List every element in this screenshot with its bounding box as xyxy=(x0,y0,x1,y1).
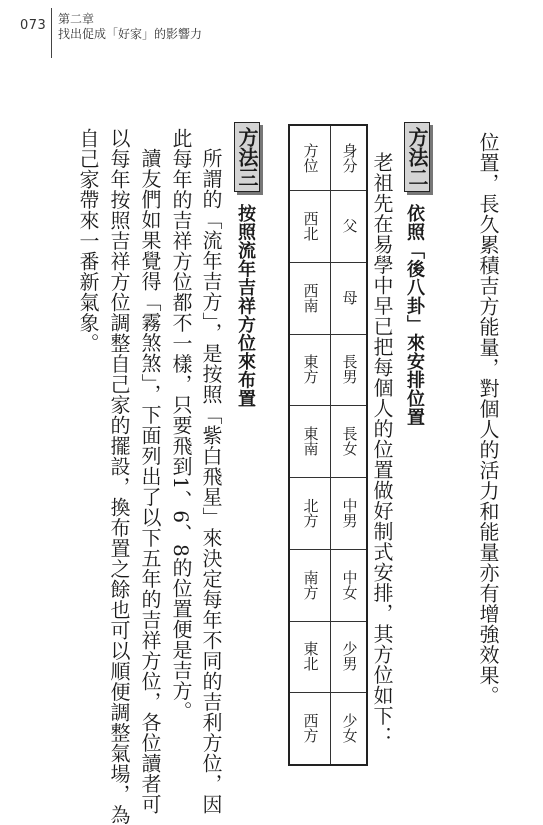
paragraph-continuation: 位置，長久累積吉方能量，對個人的活力和能量亦有增強效果。 xyxy=(476,132,500,706)
table-row-divider xyxy=(290,262,366,263)
identity-cell-text: 中女 xyxy=(340,569,359,600)
identity-cell-text: 少男 xyxy=(340,641,359,672)
method3-paragraph-line: 所謂的「流年吉方」，是按照「紫白飛星」來決定每年不同的吉利方位，因 xyxy=(199,148,223,815)
method2-heading: 依照「後八卦」來安排位置 xyxy=(404,204,425,426)
direction-cell-text: 西北 xyxy=(301,210,320,241)
direction-cell-text: 西南 xyxy=(301,282,320,313)
identity-cell-text: 少女 xyxy=(340,713,359,744)
direction-cell xyxy=(290,405,330,477)
direction-cell-text: 東南 xyxy=(301,426,320,457)
table-row-divider xyxy=(290,405,366,406)
table-row-divider xyxy=(290,190,366,191)
direction-cell-text: 南方 xyxy=(301,569,320,600)
direction-row xyxy=(290,126,330,764)
table-row-divider xyxy=(290,549,366,550)
identity-cell xyxy=(330,692,368,764)
direction-header-cell xyxy=(290,126,330,190)
method2-body: 老祖先在易學中早已把每個人的位置做好制式安排，其方位如下： xyxy=(370,152,394,747)
identity-cell-text: 父 xyxy=(340,218,359,234)
table-row-divider xyxy=(290,621,366,622)
identity-cell-text: 母 xyxy=(340,290,359,306)
identity-header-cell xyxy=(330,126,368,190)
method3-paragraph-line: 自己家帶來一番新氣象。 xyxy=(76,128,100,354)
direction-cell xyxy=(290,262,330,334)
method3-paragraph-line: 讀友們如果覺得「霧煞煞」，下面列出了以下五年的吉祥方位，各位讀者可 xyxy=(138,148,162,815)
direction-cell xyxy=(290,549,330,621)
identity-cell xyxy=(330,190,368,262)
direction-cell-text: 東北 xyxy=(301,641,320,672)
chapter-title: 找出促成「好家」的影響力 xyxy=(58,27,203,41)
identity-cell-text: 長男 xyxy=(340,354,359,385)
method3-paragraph-line: 以每年按照吉祥方位調整自己家的擺設，換布置之餘也可以順便調整氣場，為 xyxy=(107,128,131,825)
direction-cell-text: 東方 xyxy=(301,354,320,385)
table-row-divider xyxy=(290,692,366,693)
method3-paragraph-line: 此每年的吉祥方位都不一樣，只要飛到1、6、8的位置便是吉方。 xyxy=(169,128,193,722)
method3-label: 方法三 xyxy=(234,122,260,192)
direction-cell xyxy=(290,621,330,693)
direction-cell xyxy=(290,190,330,262)
method2-label: 方法二 xyxy=(404,122,430,192)
identity-cell-text: 長女 xyxy=(340,426,359,457)
method3-heading: 按照流年吉祥方位來布置 xyxy=(235,204,256,408)
identity-row xyxy=(330,126,368,764)
header-divider xyxy=(51,8,52,58)
identity-cell xyxy=(330,621,368,693)
direction-cell xyxy=(290,334,330,406)
identity-header-cell-text: 身分 xyxy=(340,143,359,173)
identity-cell-text: 中男 xyxy=(340,497,359,528)
direction-header-cell-text: 方位 xyxy=(301,143,320,173)
direction-cell-text: 西方 xyxy=(301,713,320,744)
chapter-label: 第二章 xyxy=(58,12,95,26)
page-number: 073 xyxy=(20,18,47,33)
table-row-divider xyxy=(290,334,366,335)
direction-cell-text: 北方 xyxy=(301,497,320,528)
family-direction-table xyxy=(288,124,368,766)
table-row-divider xyxy=(290,477,366,478)
identity-cell xyxy=(330,262,368,334)
identity-cell xyxy=(330,334,368,406)
direction-cell xyxy=(290,692,330,764)
direction-cell xyxy=(290,477,330,549)
identity-cell xyxy=(330,477,368,549)
identity-cell xyxy=(330,549,368,621)
identity-cell xyxy=(330,405,368,477)
